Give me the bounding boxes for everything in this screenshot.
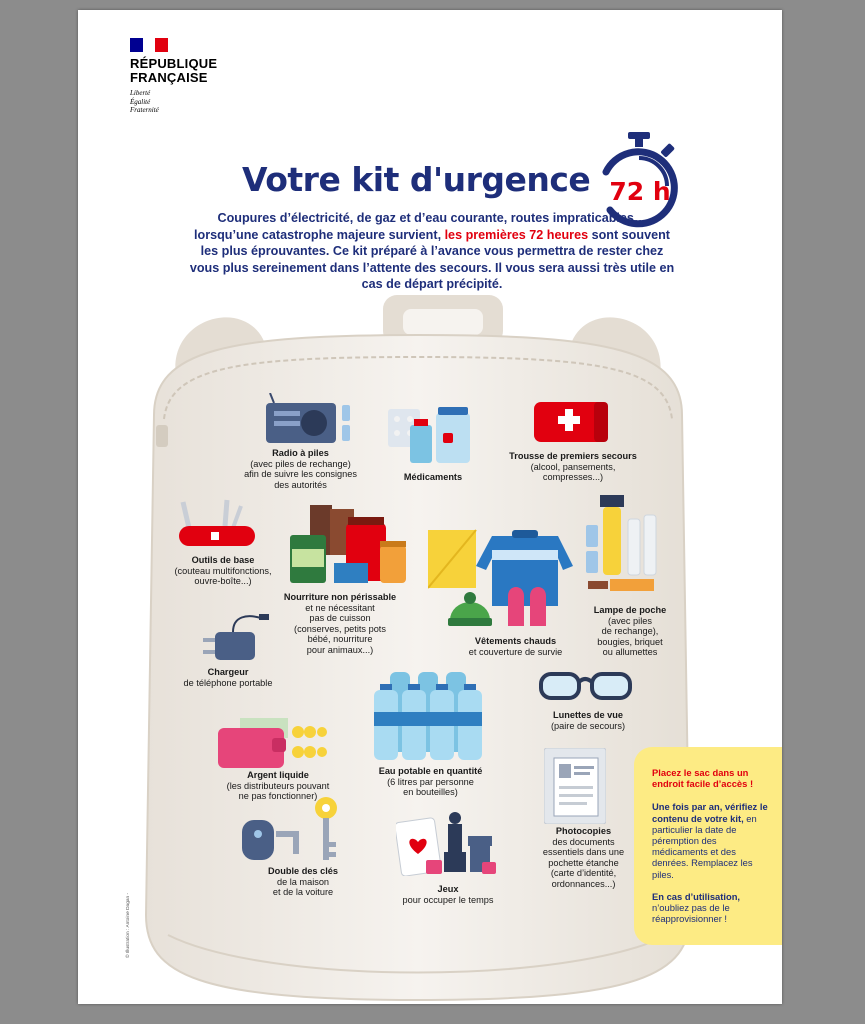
intro-highlight: les premières 72 heures [444, 227, 589, 242]
multitool-knife-illustration [175, 498, 260, 552]
advice-sticky-note [634, 747, 782, 945]
sticky-use [652, 891, 774, 925]
item-name: Chargeur [207, 667, 249, 677]
item-name: Trousse de premiers secours [509, 451, 637, 461]
item-firstaid [498, 451, 648, 483]
item-name: Double des clés [268, 866, 338, 876]
french-flag-icon [130, 38, 168, 52]
item-copies [526, 826, 641, 889]
item-desc: (avec piles de rechange), bougies, briquet ou allumettes [597, 615, 663, 657]
item-desc: des documents essentiels dans une pochette étanche (carte d’identité, ordonnances...) [542, 836, 625, 889]
intro-part1: Coupures d’électricité, de gaz et d’eau courante, routes impraticables… lorsqu’une catastrophe majeure survient, [194, 211, 647, 242]
warm-clothes-blanket-illustration [428, 510, 578, 630]
item-desc: de téléphone portable [183, 677, 273, 688]
item-name: Lampe de poche [593, 605, 667, 615]
item-name: Radio à piles [272, 448, 329, 458]
republic-name: RÉPUBLIQUE FRANÇAISE [130, 56, 218, 85]
radio-illustration [264, 393, 354, 445]
item-name: Outils de base [191, 555, 255, 565]
timer-label: 72 h [609, 177, 671, 206]
item-meds [383, 472, 483, 483]
non-perishable-food-illustration [288, 505, 408, 585]
sticky-yearly-bold: Une fois par an, vérifiez le contenu de votre kit, [652, 801, 768, 824]
flashlight-candles-illustration [586, 495, 664, 593]
intro-part2: sont souvent les plus éprouvantes. Ce kit préparé à l’avance vous permettra de rester chez vous plus sereinement dans l’attente des secours. Il vous sera aussi très utile en cas de départ précipité. [189, 227, 675, 291]
item-desc: (paire de secours) [550, 720, 626, 731]
poster-page [78, 10, 782, 1004]
item-desc: (6 litres par personne en bouteilles) [387, 776, 474, 797]
item-desc: et ne nécessitant pas de cuisson (conserves, petits pots bébé, nourriture pour animaux...) [294, 602, 386, 655]
item-desc: pour occuper le temps [402, 894, 494, 905]
item-name: Eau potable en quantité [378, 766, 483, 776]
item-water [368, 766, 493, 798]
page-title: Votre kit d'urgence [242, 160, 591, 199]
republique-francaise-logo [130, 38, 217, 115]
item-desc: (les distributeurs pouvant ne pas fonctionner) [226, 780, 330, 801]
cash-wallet-illustration [216, 714, 328, 769]
item-games [383, 884, 513, 905]
item-desc: (alcool, pansements, compresses...) [530, 461, 616, 482]
item-keys [248, 866, 358, 898]
item-name: Lunettes de vue [553, 710, 623, 720]
item-food [270, 592, 410, 655]
republic-motto: Liberté Égalité Fraternité [130, 89, 159, 114]
item-clothes [443, 636, 588, 657]
item-desc: de la maison et de la voiture [272, 876, 334, 897]
phone-charger-illustration [203, 610, 273, 665]
item-glasses [533, 710, 643, 731]
sticky-use-bold: En cas d’utilisation, [652, 890, 741, 902]
games-cards-chess-illustration [396, 808, 500, 876]
illustration-credit: © Illustration : Antoine Dagan - [126, 892, 131, 958]
spare-keys-illustration [238, 794, 348, 866]
item-name: Photocopies [555, 826, 612, 836]
item-lamp [570, 605, 690, 658]
item-name: Vêtements chauds [474, 636, 557, 646]
item-desc: (couteau multifonctions, ouvre-boîte...) [174, 565, 272, 586]
item-name: Jeux [437, 884, 459, 894]
item-desc: et couverture de survie [468, 646, 563, 657]
item-charger [163, 667, 293, 688]
spare-glasses-illustration [538, 668, 633, 702]
sticky-yearly-rest: en particulier la date de péremption des médicaments et des denrées. Remplacez les piles. [652, 812, 757, 880]
item-radio [233, 448, 368, 490]
item-name: Médicaments [403, 472, 463, 482]
timer-number [609, 177, 670, 206]
intro-text [188, 210, 676, 293]
first-aid-kit-illustration [534, 400, 608, 444]
item-desc: (avec piles de rechange) afin de suivre les consignes des autorités [244, 458, 357, 490]
photocopies-pouch-illustration [544, 748, 606, 824]
sticky-use-rest: n’oubliez pas de le réapprovisionner ! [652, 902, 730, 925]
item-name: Nourriture non périssable [283, 592, 397, 602]
water-bottles-illustration [372, 662, 488, 762]
item-tools [153, 555, 293, 587]
sticky-tip: Placez le sac dans un endroit facile d’accès ! [652, 767, 754, 790]
item-name: Argent liquide [247, 770, 309, 780]
sticky-yearly [652, 801, 774, 879]
medicines-illustration [388, 403, 474, 465]
